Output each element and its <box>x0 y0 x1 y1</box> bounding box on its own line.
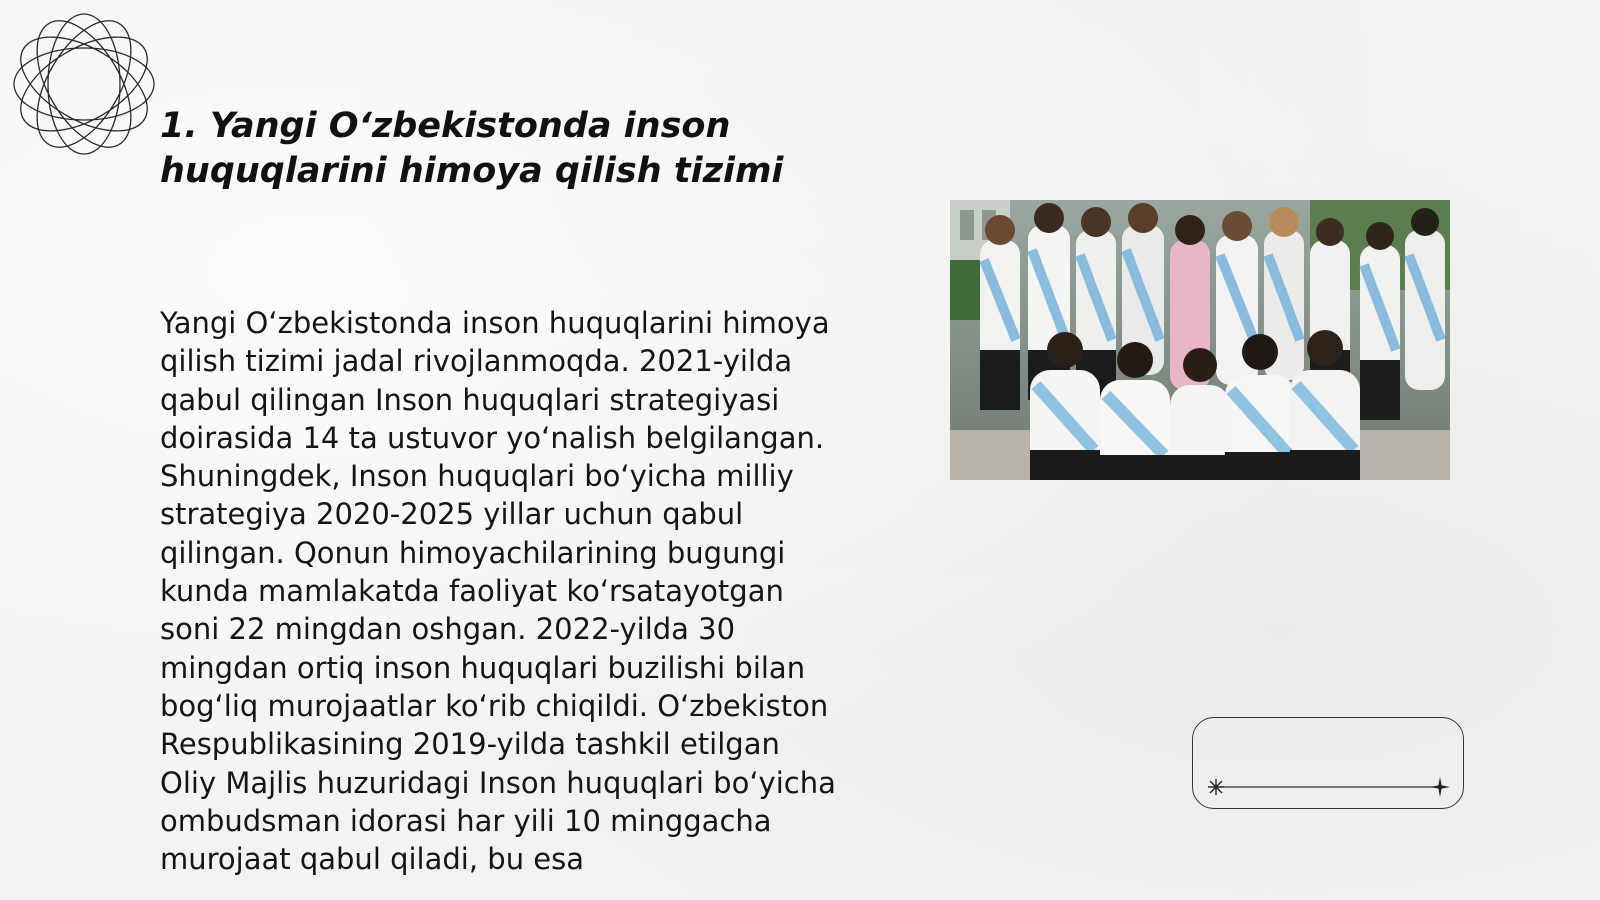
slide-body-text: Yangi O‘zbekistonda inson huquqlarini himoya qilish tizimi jadal rivojlanmoqda. 2021-yilda qabul qilingan Inson huquqlari strategiyasi doirasida 14 ta ustuvor yo‘nalish belgilangan. Shuningdek, Inson huquqlari bo‘yicha milliy strategiya 2020-2025 yillar uchun qabul qilingan. Qonun himoyachilarining bugungi kunda mamlakatda faoliyat ko‘rsatayotgan soni 22 mingdan oshgan. 2022-yilda 30 mingdan ortiq inson huquqlari buzilishi bilan bog‘liq murojaatlar ko‘rib chiqildi. O‘zbekiston Respublikasining 2019-yilda tashkil etilgan Oliy Majlis huzuridagi Inson huquqlari bo‘yicha ombudsman idorasi har yili 10 minggacha murojaat qabul qiladi, bu esa <box>160 306 836 877</box>
plus-star-icon <box>1430 777 1450 797</box>
graduates-photo <box>950 200 1450 480</box>
sparkle-icon <box>1208 779 1224 795</box>
decorative-frame <box>1192 717 1464 809</box>
orbit-rings-icon <box>10 10 158 158</box>
slide-title: 1. Yangi O‘zbekistonda inson huquqlarini himoya qilish tizimi <box>160 106 784 191</box>
